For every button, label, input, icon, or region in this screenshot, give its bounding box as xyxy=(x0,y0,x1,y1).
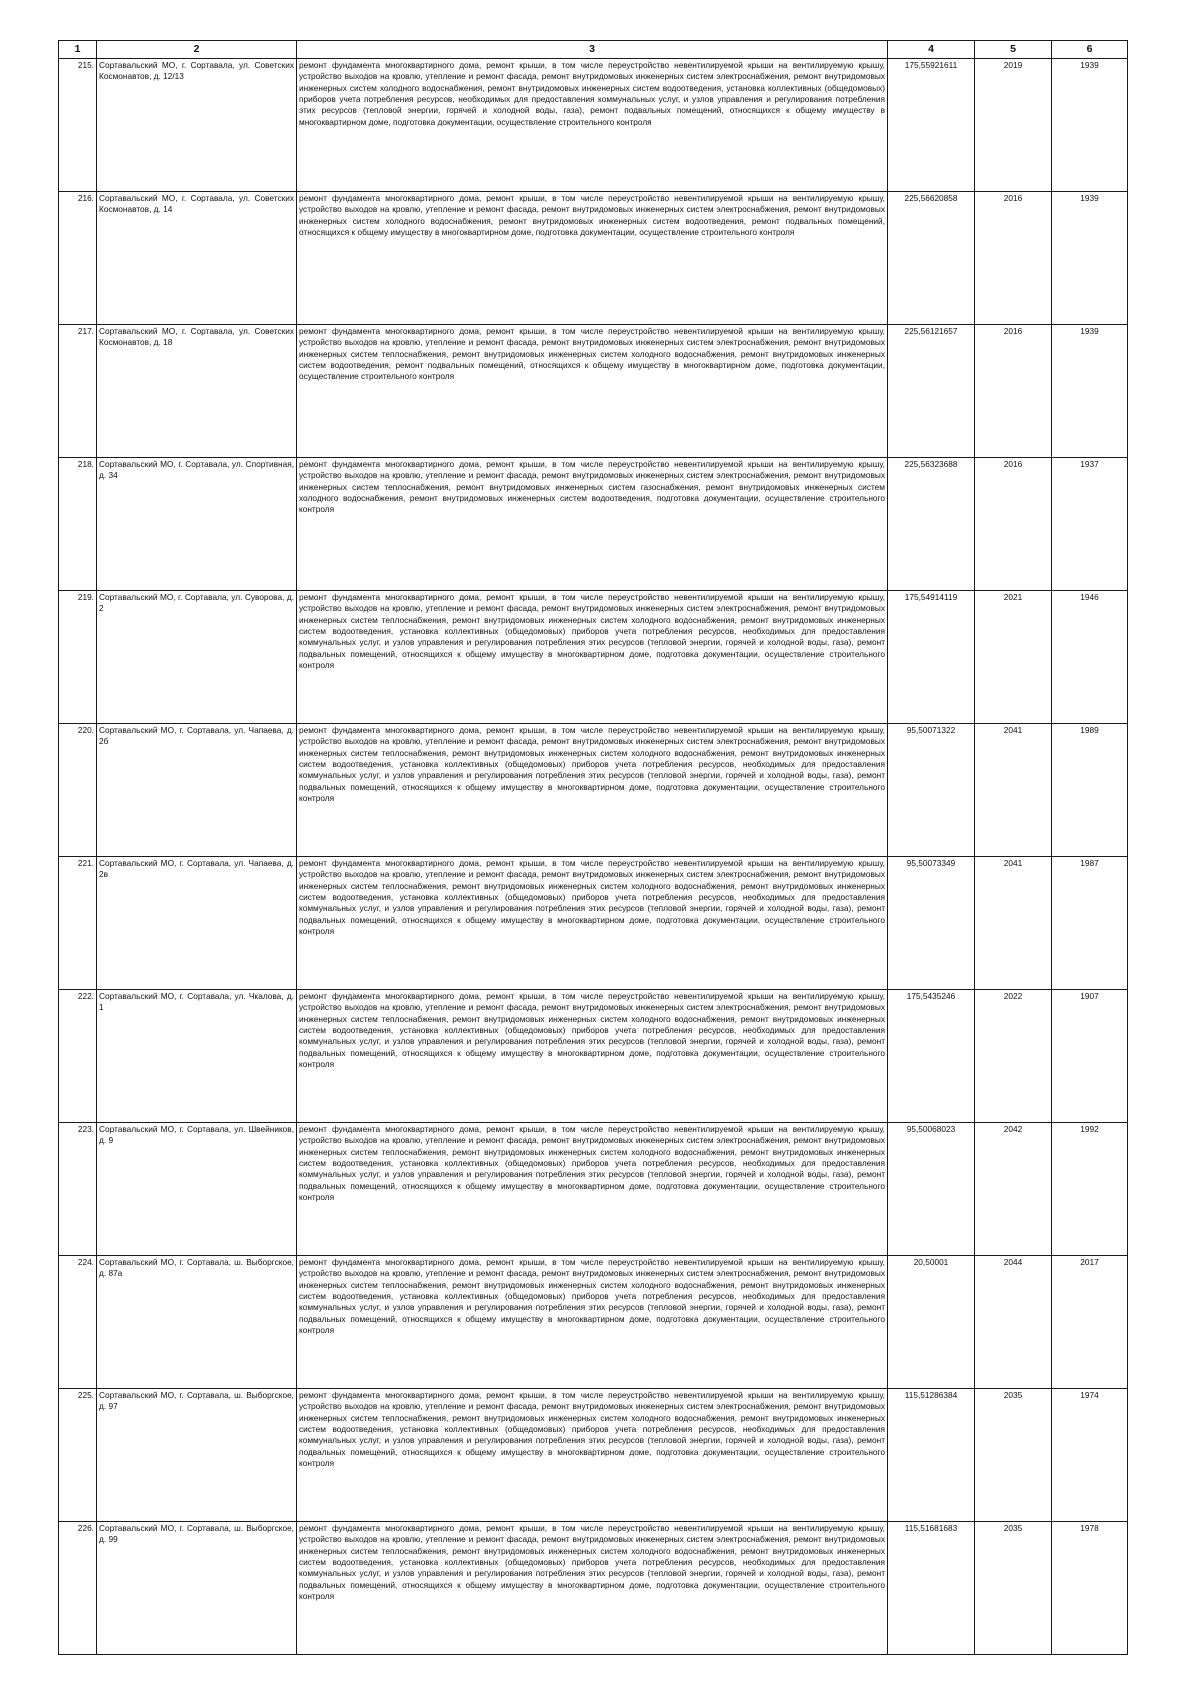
built-year-cell: 1907 xyxy=(1052,990,1128,1123)
works-cell: ремонт фундамента многоквартирного дома, ремонт крыши, в том числе переустройство невентилируемой крыши на вентилируемую крышу, устройство выходов на кровлю, утепление и ремонт фасада, ремонт внутридомовых инженерных систем электроснабжения, ремонт внутридомовых инженерных систем теплоснабжения, ремонт внутридомовых инженерных систем холодного водоснабжения, ремонт внутридомовых инженерных систем водоотведения, ремонт подвальных помещений, относящихся к общему имуществу в многоквартирном доме, подготовка документации, осуществление строительного контроля xyxy=(297,325,888,458)
address-cell: Сортавальский МО, г. Сортавала, ул. Спортивная, д. 34 xyxy=(97,458,297,591)
table-row xyxy=(59,1389,1128,1522)
built-year-cell: 1989 xyxy=(1052,724,1128,857)
repair-program-table xyxy=(58,40,1128,1655)
built-year-cell: 1939 xyxy=(1052,59,1128,192)
address-cell: Сортавальский МО, г. Сортавала, ш. Выборгское, д. 87а xyxy=(97,1256,297,1389)
built-year-cell: 1939 xyxy=(1052,325,1128,458)
works-cell: ремонт фундамента многоквартирного дома, ремонт крыши, в том числе переустройство невентилируемой крыши на вентилируемую крышу, устройство выходов на кровлю, утепление и ремонт фасада, ремонт внутридомовых инженерных систем электроснабжения, ремонт внутридомовых инженерных систем теплоснабжения, ремонт внутридомовых инженерных систем холодного водоснабжения, ремонт внутридомовых инженерных систем водоотведения, установка коллективных (общедомовых) приборов учета потребления ресурсов, необходимых для предоставления коммунальных услуг, и узлов управления и регулирования потребления этих ресурсов (тепловой энергии, горячей и холодной воды, газа), ремонт подвальных помещений, относящихся к общему имуществу в многоквартирном доме, подготовка документации, осуществление строительного контроля xyxy=(297,1256,888,1389)
row-number: 220. xyxy=(59,724,97,857)
row-number: 219. xyxy=(59,591,97,724)
cost-cell: 225,56620858 xyxy=(888,192,975,325)
works-cell: ремонт фундамента многоквартирного дома, ремонт крыши, в том числе переустройство невентилируемой крыши на вентилируемую крышу, устройство выходов на кровлю, утепление и ремонт фасада, ремонт внутридомовых инженерных систем электроснабжения, ремонт внутридомовых инженерных систем теплоснабжения, ремонт внутридомовых инженерных систем холодного водоснабжения, ремонт внутридомовых инженерных систем водоотведения, установка коллективных (общедомовых) приборов учета потребления ресурсов, необходимых для предоставления коммунальных услуг, и узлов управления и регулирования потребления этих ресурсов (тепловой энергии, горячей и холодной воды, газа), ремонт подвальных помещений, относящихся к общему имуществу в многоквартирном доме, подготовка документации, осуществление строительного контроля xyxy=(297,724,888,857)
built-year-cell: 1974 xyxy=(1052,1389,1128,1522)
table-row xyxy=(59,1256,1128,1389)
built-year-cell: 1992 xyxy=(1052,1123,1128,1256)
works-cell: ремонт фундамента многоквартирного дома, ремонт крыши, в том числе переустройство невентилируемой крыши на вентилируемую крышу, устройство выходов на кровлю, утепление и ремонт фасада, ремонт внутридомовых инженерных систем электроснабжения, ремонт внутридомовых инженерных систем холодного водоснабжения, ремонт внутридомовых инженерных систем водоотведения, ремонт подвальных помещений, относящихся к общему имуществу в многоквартирном доме, подготовка документации, осуществление строительного контроля xyxy=(297,192,888,325)
table-row xyxy=(59,59,1128,192)
row-number: 218. xyxy=(59,458,97,591)
table-row xyxy=(59,591,1128,724)
address-cell: Сортавальский МО, г. Сортавала, ш. Выборгское, д. 97 xyxy=(97,1389,297,1522)
cost-cell: 95,50068023 xyxy=(888,1123,975,1256)
cost-cell: 175,54914119 xyxy=(888,591,975,724)
table-row xyxy=(59,990,1128,1123)
table-row xyxy=(59,857,1128,990)
row-number: 224. xyxy=(59,1256,97,1389)
cost-cell: 225,56323688 xyxy=(888,458,975,591)
planned-year-cell: 2042 xyxy=(975,1123,1052,1256)
column-header-6: 6 xyxy=(1052,41,1128,59)
table-row xyxy=(59,458,1128,591)
address-cell: Сортавальский МО, г. Сортавала, ул. Суворова, д. 2 xyxy=(97,591,297,724)
table-row xyxy=(59,1123,1128,1256)
built-year-cell: 1937 xyxy=(1052,458,1128,591)
address-cell: Сортавальский МО, г. Сортавала, ул. Советских Космонавтов, д. 14 xyxy=(97,192,297,325)
planned-year-cell: 2016 xyxy=(975,458,1052,591)
planned-year-cell: 2021 xyxy=(975,591,1052,724)
row-number: 222. xyxy=(59,990,97,1123)
works-cell: ремонт фундамента многоквартирного дома, ремонт крыши, в том числе переустройство невентилируемой крыши на вентилируемую крышу, устройство выходов на кровлю, утепление и ремонт фасада, ремонт внутридомовых инженерных систем электроснабжения, ремонт внутридомовых инженерных систем теплоснабжения, ремонт внутридомовых инженерных систем холодного водоснабжения, ремонт внутридомовых инженерных систем водоотведения, установка коллективных (общедомовых) приборов учета потребления ресурсов, необходимых для предоставления коммунальных услуг, и узлов управления и регулирования потребления этих ресурсов (тепловой энергии, горячей и холодной воды, газа), ремонт подвальных помещений, относящихся к общему имуществу в многоквартирном доме, подготовка документации, осуществление строительного контроля xyxy=(297,1389,888,1522)
cost-cell: 225,56121657 xyxy=(888,325,975,458)
cost-cell: 20,50001 xyxy=(888,1256,975,1389)
works-cell: ремонт фундамента многоквартирного дома, ремонт крыши, в том числе переустройство невентилируемой крыши на вентилируемую крышу, устройство выходов на кровлю, утепление и ремонт фасада, ремонт внутридомовых инженерных систем электроснабжения, ремонт внутридомовых инженерных систем теплоснабжения, ремонт внутридомовых инженерных систем холодного водоснабжения, ремонт внутридомовых инженерных систем водоотведения, установка коллективных (общедомовых) приборов учета потребления ресурсов, необходимых для предоставления коммунальных услуг, и узлов управления и регулирования потребления этих ресурсов (тепловой энергии, горячей и холодной воды, газа), ремонт подвальных помещений, относящихся к общему имуществу в многоквартирном доме, подготовка документации, осуществление строительного контроля xyxy=(297,1123,888,1256)
row-number: 226. xyxy=(59,1522,97,1655)
works-cell: ремонт фундамента многоквартирного дома, ремонт крыши, в том числе переустройство невентилируемой крыши на вентилируемую крышу, устройство выходов на кровлю, утепление и ремонт фасада, ремонт внутридомовых инженерных систем электроснабжения, ремонт внутридомовых инженерных систем теплоснабжения, ремонт внутридомовых инженерных систем холодного водоснабжения, ремонт внутридомовых инженерных систем водоотведения, установка коллективных (общедомовых) приборов учета потребления ресурсов, необходимых для предоставления коммунальных услуг, и узлов управления и регулирования потребления этих ресурсов (тепловой энергии, горячей и холодной воды, газа), ремонт подвальных помещений, относящихся к общему имуществу в многоквартирном доме, подготовка документации, осуществление строительного контроля xyxy=(297,591,888,724)
column-header-2: 2 xyxy=(97,41,297,59)
planned-year-cell: 2041 xyxy=(975,724,1052,857)
table-row xyxy=(59,1522,1128,1655)
cost-cell: 95,50071322 xyxy=(888,724,975,857)
row-number: 225. xyxy=(59,1389,97,1522)
cost-cell: 175,5435246 xyxy=(888,990,975,1123)
works-cell: ремонт фундамента многоквартирного дома, ремонт крыши, в том числе переустройство невентилируемой крыши на вентилируемую крышу, устройство выходов на кровлю, утепление и ремонт фасада, ремонт внутридомовых инженерных систем электроснабжения, ремонт внутридомовых инженерных систем теплоснабжения, ремонт внутридомовых инженерных систем газоснабжения, ремонт внутридомовых инженерных систем холодного водоснабжения, ремонт внутридомовых инженерных систем водоотведения, подготовка документации, осуществление строительного контроля xyxy=(297,458,888,591)
row-number: 217. xyxy=(59,325,97,458)
table-row xyxy=(59,724,1128,857)
planned-year-cell: 2016 xyxy=(975,192,1052,325)
cost-cell: 115,51681683 xyxy=(888,1522,975,1655)
column-header-3: 3 xyxy=(297,41,888,59)
planned-year-cell: 2022 xyxy=(975,990,1052,1123)
planned-year-cell: 2035 xyxy=(975,1389,1052,1522)
planned-year-cell: 2044 xyxy=(975,1256,1052,1389)
cost-cell: 115,51286384 xyxy=(888,1389,975,1522)
address-cell: Сортавальский МО, г. Сортавала, ул. Советских Космонавтов, д. 18 xyxy=(97,325,297,458)
works-cell: ремонт фундамента многоквартирного дома, ремонт крыши, в том числе переустройство невентилируемой крыши на вентилируемую крышу, устройство выходов на кровлю, утепление и ремонт фасада, ремонт внутридомовых инженерных систем электроснабжения, ремонт внутридомовых инженерных систем холодного водоснабжения, ремонт внутридомовых инженерных систем водоотведения, установка коллективных (общедомовых) приборов учета потребления ресурсов, необходимых для предоставления коммунальных услуг, и узлов управления и регулирования потребления этих ресурсов (тепловой энергии, горячей и холодной воды, газа), ремонт подвальных помещений, относящихся к общему имуществу в многоквартирном доме, подготовка документации, осуществление строительного контроля xyxy=(297,59,888,192)
column-header-4: 4 xyxy=(888,41,975,59)
address-cell: Сортавальский МО, г. Сортавала, ул. Швейников, д. 9 xyxy=(97,1123,297,1256)
column-header-1: 1 xyxy=(59,41,97,59)
address-cell: Сортавальский МО, г. Сортавала, ул. Чкалова, д. 1 xyxy=(97,990,297,1123)
row-number: 216. xyxy=(59,192,97,325)
cost-cell: 175,55921611 xyxy=(888,59,975,192)
works-cell: ремонт фундамента многоквартирного дома, ремонт крыши, в том числе переустройство невентилируемой крыши на вентилируемую крышу, устройство выходов на кровлю, утепление и ремонт фасада, ремонт внутридомовых инженерных систем электроснабжения, ремонт внутридомовых инженерных систем теплоснабжения, ремонт внутридомовых инженерных систем холодного водоснабжения, ремонт внутридомовых инженерных систем водоотведения, установка коллективных (общедомовых) приборов учета потребления ресурсов, необходимых для предоставления коммунальных услуг, и узлов управления и регулирования потребления этих ресурсов (тепловой энергии, горячей и холодной воды, газа), ремонт подвальных помещений, относящихся к общему имуществу в многоквартирном доме, подготовка документации, осуществление строительного контроля xyxy=(297,857,888,990)
column-header-5: 5 xyxy=(975,41,1052,59)
address-cell: Сортавальский МО, г. Сортавала, ш. Выборгское, д. 99 xyxy=(97,1522,297,1655)
works-cell: ремонт фундамента многоквартирного дома, ремонт крыши, в том числе переустройство невентилируемой крыши на вентилируемую крышу, устройство выходов на кровлю, утепление и ремонт фасада, ремонт внутридомовых инженерных систем электроснабжения, ремонт внутридомовых инженерных систем теплоснабжения, ремонт внутридомовых инженерных систем холодного водоснабжения, ремонт внутридомовых инженерных систем водоотведения, установка коллективных (общедомовых) приборов учета потребления ресурсов, необходимых для предоставления коммунальных услуг, и узлов управления и регулирования потребления этих ресурсов (тепловой энергии, горячей и холодной воды, газа), ремонт подвальных помещений, относящихся к общему имуществу в многоквартирном доме, подготовка документации, осуществление строительного контроля xyxy=(297,1522,888,1655)
built-year-cell: 1939 xyxy=(1052,192,1128,325)
planned-year-cell: 2035 xyxy=(975,1522,1052,1655)
table-body xyxy=(59,59,1128,1655)
built-year-cell: 1987 xyxy=(1052,857,1128,990)
works-cell: ремонт фундамента многоквартирного дома, ремонт крыши, в том числе переустройство невентилируемой крыши на вентилируемую крышу, устройство выходов на кровлю, утепление и ремонт фасада, ремонт внутридомовых инженерных систем электроснабжения, ремонт внутридомовых инженерных систем теплоснабжения, ремонт внутридомовых инженерных систем холодного водоснабжения, ремонт внутридомовых инженерных систем водоотведения, установка коллективных (общедомовых) приборов учета потребления ресурсов, необходимых для предоставления коммунальных услуг, и узлов управления и регулирования потребления этих ресурсов (тепловой энергии, горячей и холодной воды, газа), ремонт подвальных помещений, относящихся к общему имуществу в многоквартирном доме, подготовка документации, осуществление строительного контроля xyxy=(297,990,888,1123)
table-row xyxy=(59,325,1128,458)
built-year-cell: 2017 xyxy=(1052,1256,1128,1389)
planned-year-cell: 2019 xyxy=(975,59,1052,192)
row-number: 215. xyxy=(59,59,97,192)
built-year-cell: 1946 xyxy=(1052,591,1128,724)
address-cell: Сортавальский МО, г. Сортавала, ул. Советских Космонавтов, д. 12/13 xyxy=(97,59,297,192)
header-row xyxy=(59,41,1128,59)
planned-year-cell: 2016 xyxy=(975,325,1052,458)
row-number: 221. xyxy=(59,857,97,990)
address-cell: Сортавальский МО, г. Сортавала, ул. Чапаева, д. 2б xyxy=(97,724,297,857)
planned-year-cell: 2041 xyxy=(975,857,1052,990)
row-number: 223. xyxy=(59,1123,97,1256)
address-cell: Сортавальский МО, г. Сортавала, ул. Чапаева, д. 2в xyxy=(97,857,297,990)
table-row xyxy=(59,192,1128,325)
cost-cell: 95,50073349 xyxy=(888,857,975,990)
built-year-cell: 1978 xyxy=(1052,1522,1128,1655)
